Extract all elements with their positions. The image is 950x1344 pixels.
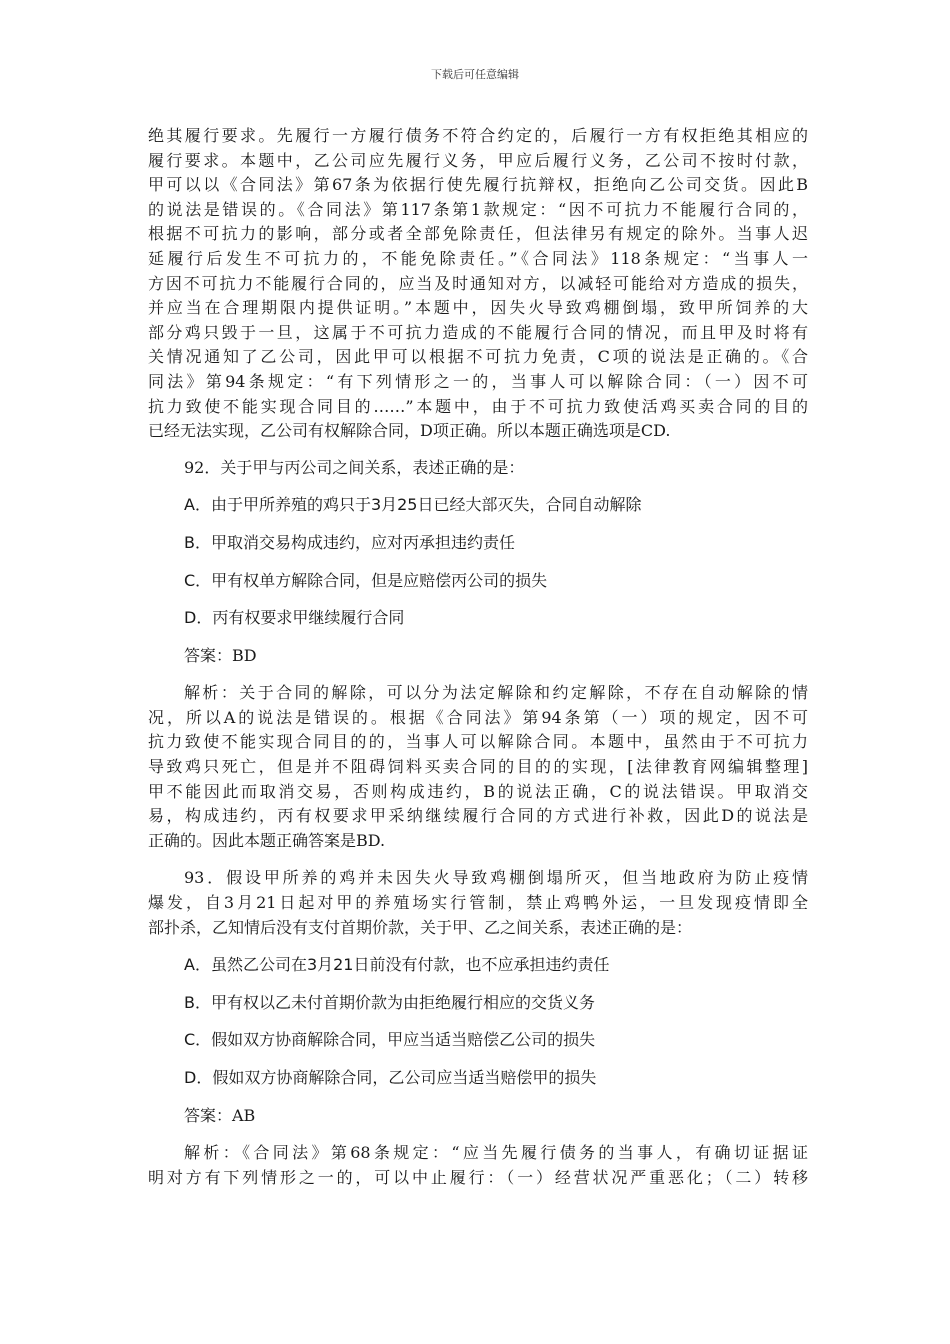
text-line: 履行要求。本题中，乙公司应先履行义务，甲应后履行义务，乙公司不按时付款， [148,150,808,170]
text-line: 并应当在合理期限内提供证明。”本题中，因失火导致鸡棚倒塌，致甲所饲养的大 [148,298,808,318]
text-line: 已经无法实现，乙公司有权解除合同，D项正确。所以本题正确选项是CD. [148,421,671,441]
text-line: 的说法是错误的。《合同法》第117条第1款规定：“因不可抗力不能履行合同的， [148,199,808,219]
text-line: 延履行后发生不可抗力的，不能免除责任。”《合同法》118条规定：“当事人一 [148,248,808,268]
text-line: 爆发，自3月21日起对甲的养殖场实行管制，禁止鸡鸭外运，一旦发现疫情即全 [148,893,808,913]
text-line: 解析：《合同法》第68条规定：“应当先履行债务的当事人，有确切证据证 [184,1143,808,1163]
question-92-option-d: D．丙有权要求甲继续履行合同 [184,608,405,628]
page-header: 下载后可任意编辑 [431,68,519,81]
question-92-analysis [148,681,808,853]
text-line: 导致鸡只死亡，但是并不阻碍饲料买卖合同的目的的实现，[法律教育网编辑整理] [148,757,808,777]
question-92-option-c: C．甲有权单方解除合同，但是应赔偿丙公司的损失 [184,570,548,590]
text-line: 甲可以以《合同法》第67条为依据行使先履行抗辩权，拒绝向乙公司交货。因此B [148,175,808,195]
text-line: 抗力致使不能实现合同目的的，当事人可以解除合同。本题中，虽然由于不可抗力 [148,732,808,752]
text-line: 根据不可抗力的影响，部分或者全部免除责任，但法律另有规定的除外。当事人迟 [148,224,808,244]
intro-paragraph [148,124,808,444]
question-93-option-d: D．假如双方协商解除合同，乙公司应当适当赔偿甲的损失 [184,1068,597,1087]
text-line: 易，构成违约，丙有权要求甲采纳继续履行合同的方式进行补救，因此D的说法是 [148,806,808,826]
text-line: 93．假设甲所养的鸡并未因失火导致鸡棚倒塌所灭，但当地政府为防止疫情 [184,868,808,888]
question-92-option-b: B．甲取消交易构成违约，应对丙承担违约责任 [184,532,515,552]
text-line: 部分鸡只毁于一旦，这属于不可抗力造成的不能履行合同的情况，而且甲及时将有 [148,322,808,342]
text-line: 况，所以A的说法是错误的。根据《合同法》第94条第（一）项的规定，因不可 [148,707,808,727]
text-line: 部扑杀，乙知情后没有支付首期价款，关于甲、乙之间关系，表述正确的是： [148,917,693,937]
text-line: 方因不可抗力不能履行合同的，应当及时通知对方，以减轻可能给对方造成的损失， [148,273,808,293]
text-line: 解析：关于合同的解除，可以分为法定解除和约定解除，不存在自动解除的情 [184,683,808,703]
question-92-title: 92．关于甲与丙公司之间关系，表述正确的是： [184,457,525,477]
text-line: 同法》第94条规定：“有下列情形之一的，当事人可以解除合同：（一）因不可 [148,371,808,391]
text-line: 绝其履行要求。先履行一方履行债务不符合约定的，后履行一方有权拒绝其相应的 [148,126,808,145]
question-92-option-a: A．由于甲所养殖的鸡只于3月25日已经大部灭失，合同自动解除 [184,495,642,515]
question-93-analysis [148,1141,808,1190]
text-line: 正确的。因此本题正确答案是BD. [148,830,386,850]
text-line: 甲不能因此而取消交易，否则构成违约，B的说法正确，C的说法错误。甲取消交 [148,781,808,801]
question-93-option-a: A．虽然乙公司在3月21日前没有付款，也不应承担违约责任 [184,955,610,975]
text-line: 抗力致使不能实现合同目的……”本题中，由于不可抗力致使活鸡买卖合同的目的 [148,396,808,416]
question-92-answer: 答案：BD [184,645,257,665]
question-93-answer: 答案：AB [184,1105,256,1125]
question-93-title [148,866,808,940]
question-93-option-b: B．甲有权以乙未付首期价款为由拒绝履行相应的交货义务 [184,992,595,1012]
document-body [148,124,808,1190]
text-line: 明对方有下列情形之一的，可以中止履行：（一）经营状况严重恶化；（二）转移 [148,1167,808,1187]
question-93-option-c: C．假如双方协商解除合同，甲应当适当赔偿乙公司的损失 [184,1030,596,1050]
text-line: 关情况通知了乙公司，因此甲可以根据不可抗力免责，C项的说法是正确的。《合 [148,347,808,367]
